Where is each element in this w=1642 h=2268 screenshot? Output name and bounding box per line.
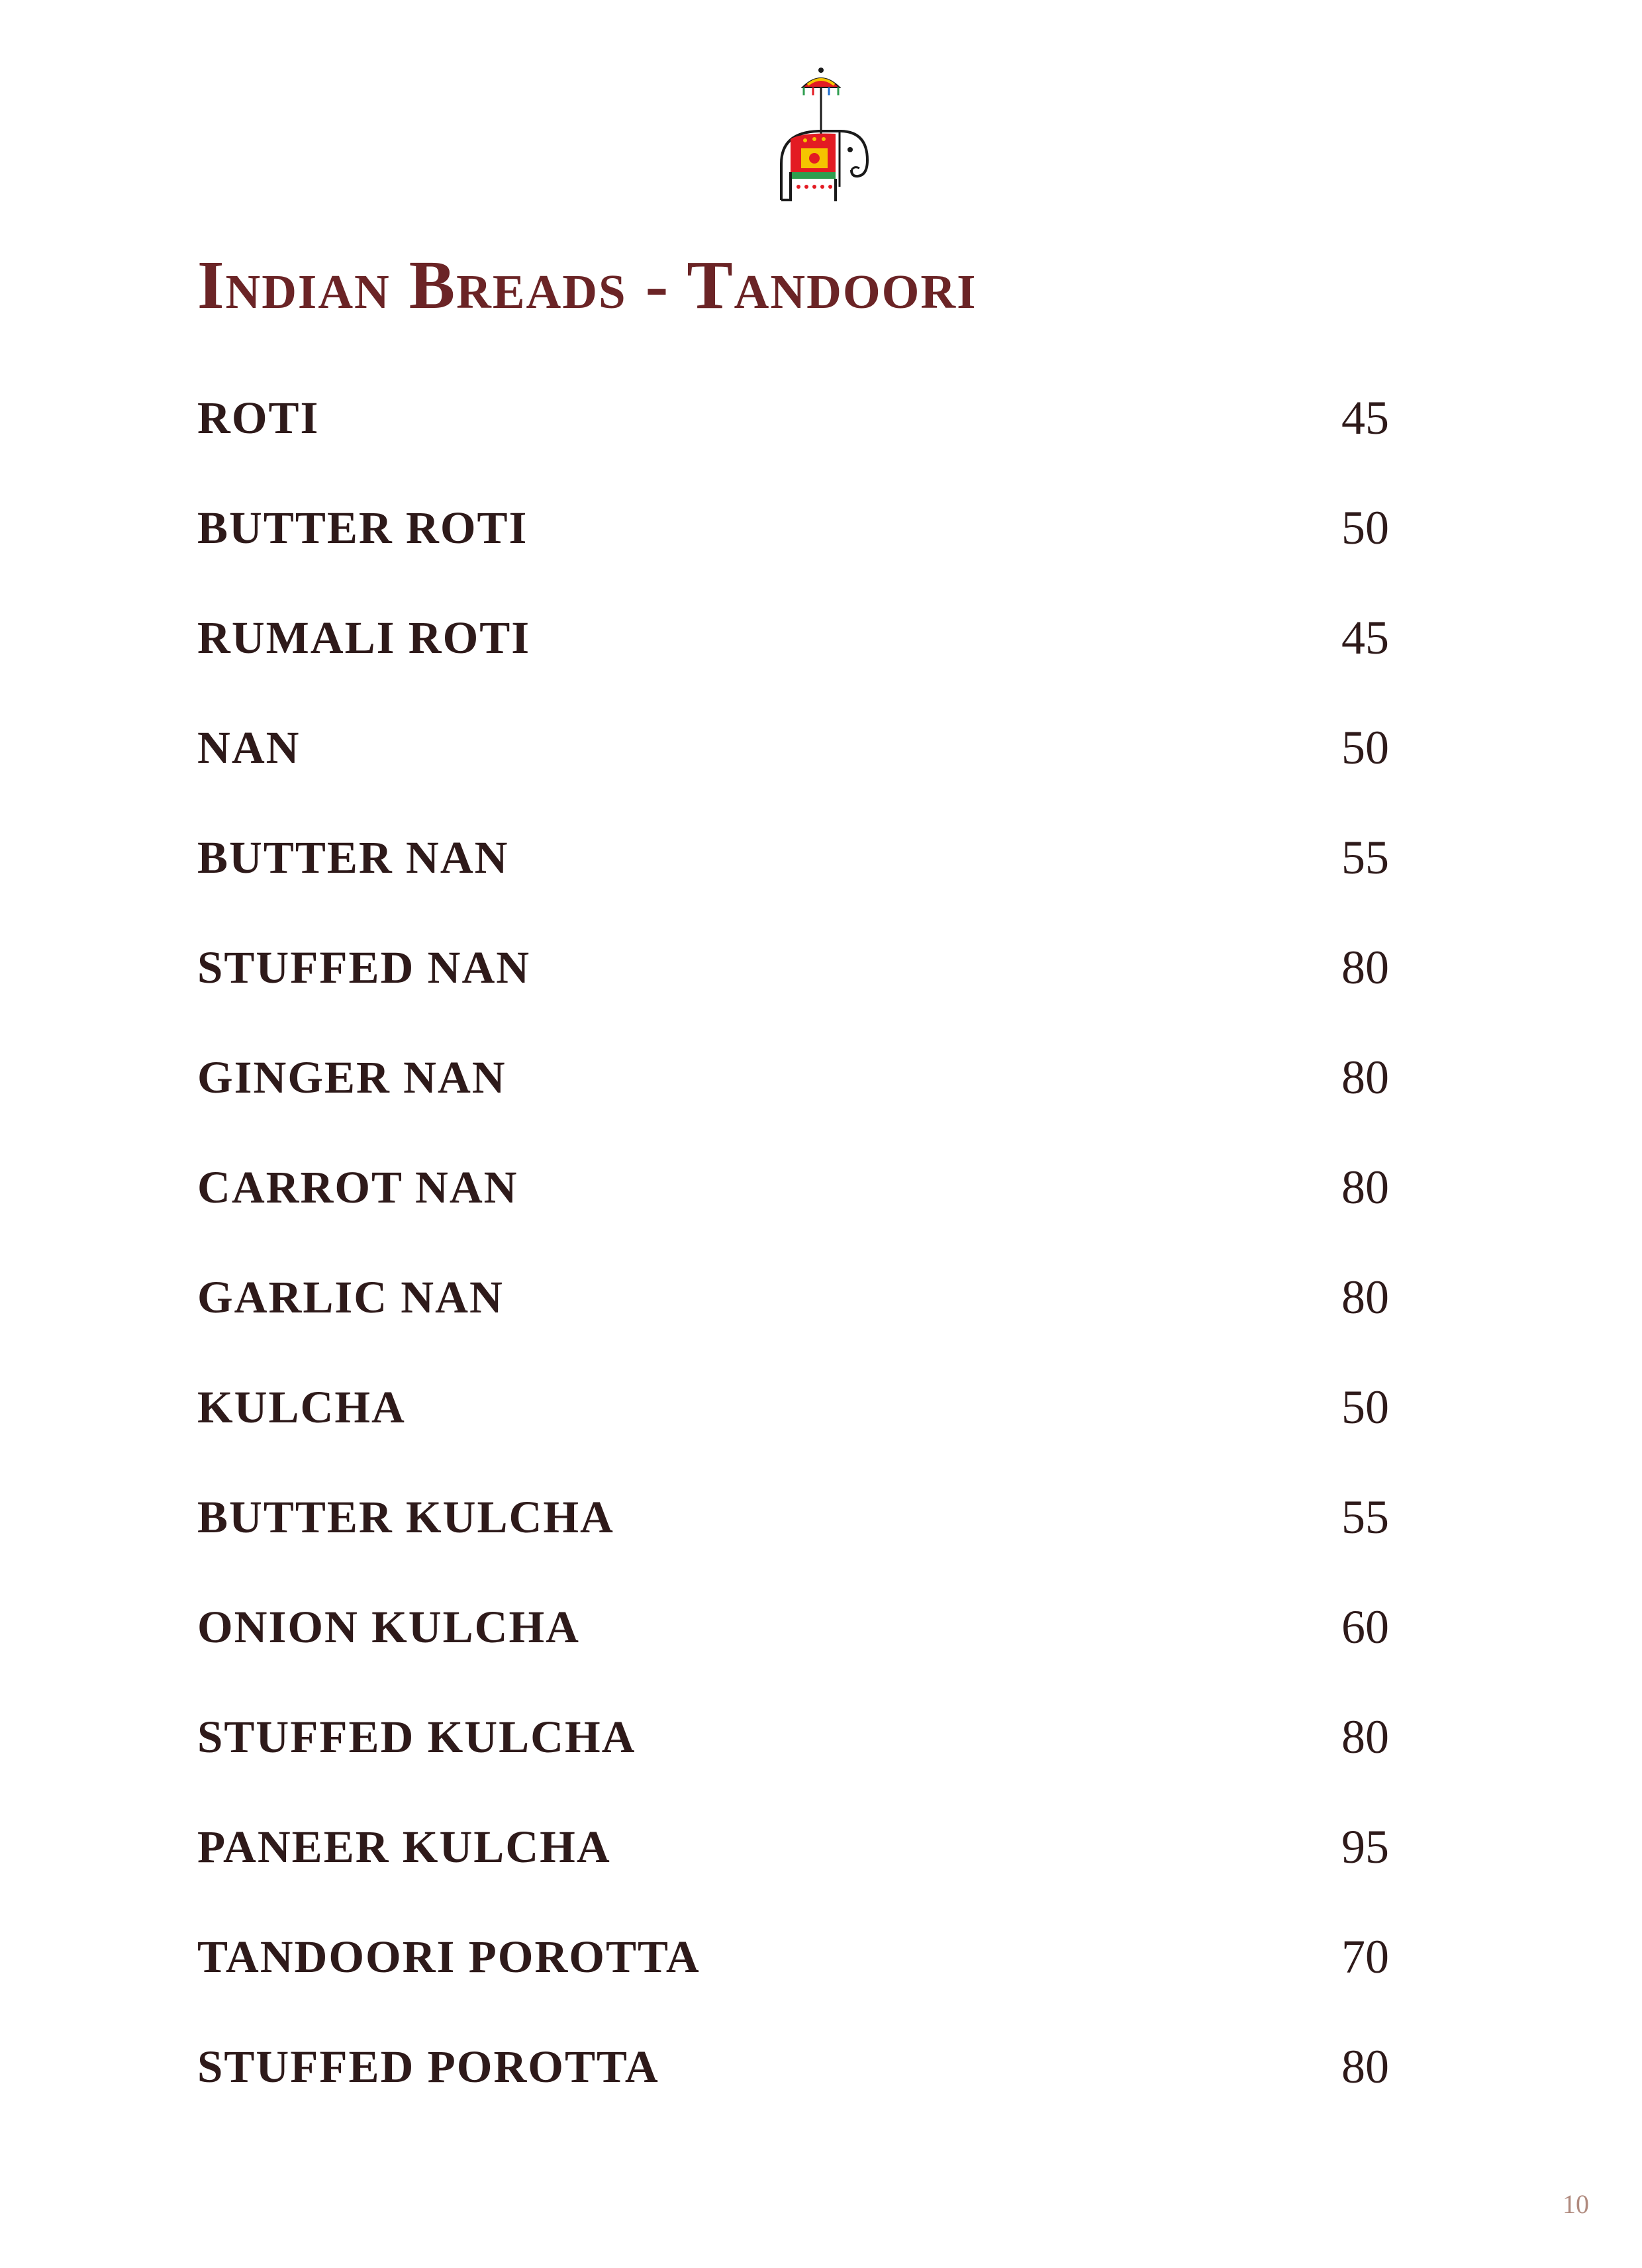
menu-item [197, 1462, 1389, 1572]
menu-item-name: STUFFED KULCHA [197, 1711, 636, 1762]
menu-item [197, 1572, 1389, 1682]
menu-item [197, 2012, 1389, 2122]
menu-item-name: GINGER NAN [197, 1052, 507, 1103]
menu-item-name: BUTTER KULCHA [197, 1491, 614, 1542]
menu-list [197, 363, 1389, 2122]
menu-item-name: KULCHA [197, 1381, 406, 1432]
menu-item [197, 1022, 1389, 1132]
menu-item [197, 1682, 1389, 1792]
page-number: 10 [1563, 2189, 1589, 2219]
menu-item-price: 80 [1341, 1710, 1389, 1763]
menu-item-price: 50 [1341, 1380, 1389, 1434]
menu-item-name: TANDOORI POROTTA [197, 1931, 700, 1982]
menu-item-price: 80 [1341, 940, 1389, 994]
menu-item-name: STUFFED NAN [197, 942, 531, 993]
menu-item-name: GARLIC NAN [197, 1271, 504, 1322]
menu-item [197, 1902, 1389, 2012]
menu-item [197, 912, 1389, 1022]
menu-item-name: RUMALI ROTI [197, 612, 531, 663]
menu-item-price: 60 [1341, 1600, 1389, 1653]
menu-item-price: 80 [1341, 1270, 1389, 1324]
section-title: Indian Breads - Tandoori [197, 247, 977, 323]
menu-item-price: 45 [1341, 611, 1389, 664]
menu-item-name: NAN [197, 722, 301, 773]
menu-item-price: 80 [1341, 1160, 1389, 1214]
menu-item [197, 1792, 1389, 1902]
menu-item-name: ROTI [197, 392, 320, 443]
menu-item-name: BUTTER NAN [197, 832, 509, 883]
menu-item-name: BUTTER ROTI [197, 502, 528, 553]
menu-item-name: STUFFED POROTTA [197, 2041, 659, 2092]
menu-item [197, 1242, 1389, 1352]
menu-item [197, 693, 1389, 803]
menu-item-name: PANEER KULCHA [197, 1821, 611, 1872]
menu-item-price: 55 [1341, 830, 1389, 884]
menu-item-name: CARROT NAN [197, 1161, 518, 1212]
menu-item [197, 363, 1389, 473]
menu-item-price: 95 [1341, 1820, 1389, 1873]
menu-item [197, 473, 1389, 583]
menu-item-price: 50 [1341, 720, 1389, 774]
menu-item-price: 45 [1341, 391, 1389, 444]
menu-item-name: ONION KULCHA [197, 1601, 580, 1652]
menu-item-price: 70 [1341, 1930, 1389, 1983]
elephant-logo-icon [761, 61, 881, 213]
menu-item-price: 50 [1341, 501, 1389, 554]
menu-item [197, 1352, 1389, 1462]
menu-item [197, 583, 1389, 693]
menu-item-price: 55 [1341, 1490, 1389, 1544]
menu-item-price: 80 [1341, 1050, 1389, 1104]
menu-item [197, 803, 1389, 912]
menu-item-price: 80 [1341, 2040, 1389, 2093]
menu-item [197, 1132, 1389, 1242]
